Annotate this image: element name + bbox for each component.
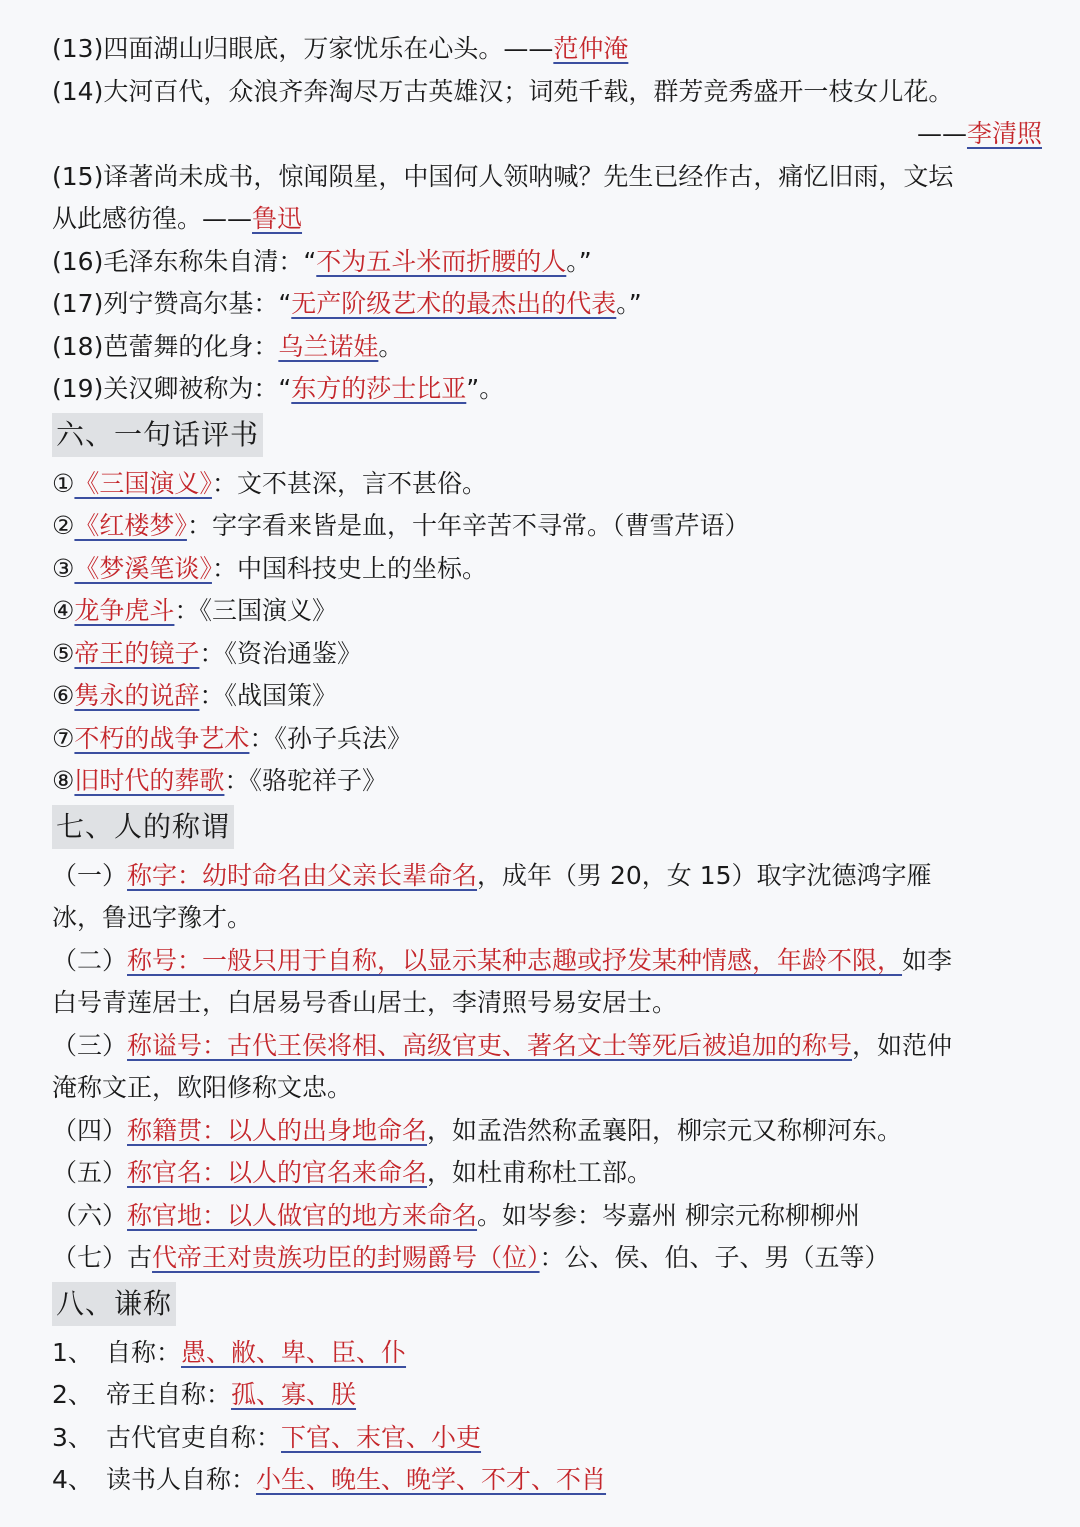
item-number: ③ [52,553,75,583]
item-text: 白号青莲居士，白居易号香山居士，李清照号易安居士。 [52,988,678,1017]
item-text: ：《资治通鉴》 [199,638,362,668]
review-item [52,760,1042,803]
quote-text: 列宁赞高尔基：“ [103,289,292,318]
item-number: （三） [52,1030,128,1060]
quote-text: 关汉卿被称为：“ [103,374,292,403]
address-item [52,940,1042,983]
humble-item [52,1332,1042,1375]
item-number: ⑧ [52,766,75,795]
item-number: （一） [52,860,128,890]
item-number: （四） [52,1115,128,1145]
address-item [52,1237,1042,1280]
quote-answer: 不为五斗米而折腰的人 [316,246,567,276]
item-text: ：《战国策》 [199,681,337,710]
quote-text: 大河百代，众浪齐奔淘尽万古英雄汉；词苑千载，群芳竞秀盛开一枝女儿花。 [103,76,954,106]
item-text: ，如杜甫称杜工部。 [427,1158,653,1187]
item-text: ，如孟浩然称孟襄阳，柳宗元又称柳河东。 [427,1115,903,1145]
review-item [52,718,1042,761]
item-answer: 称字：幼时命名由父亲长辈命名 [127,860,478,890]
item-number: （二） [52,945,128,975]
item-number: ⑦ [52,723,75,753]
section-heading: 六、一句话评书 [52,413,263,457]
quote-14-author [52,113,1042,156]
item-answer: 《梦溪笔谈》 [74,553,212,583]
quote-15 [52,156,1042,199]
review-item [52,505,1042,548]
quotes-list [52,0,1042,411]
quote-number: (19) [52,374,104,403]
item-text: 古 [127,1243,153,1272]
item-number: ② [52,511,75,540]
section-heading: 七、人的称谓 [52,805,234,849]
item-answer: 下官、末官、小吏 [281,1422,482,1452]
quote-text: 毛泽东称朱自清：“ [103,246,317,276]
item-number: ④ [52,596,75,625]
quote-number: (15) [52,161,104,191]
item-answer: 称号：一般只用于自称，以显示某种志趣或抒发某种情感，年龄不限， [127,945,903,975]
quote-text: 从此感彷徨。—— [52,204,253,233]
item-text: ，成年（男 20，女 15）取字沈德鸿字雁 [477,860,932,890]
item-label: 读书人自称： [106,1465,257,1494]
quote-number: (17) [52,289,104,318]
item-answer: 不朽的战争艺术 [74,723,250,753]
quote-text-end: 。” [616,289,642,318]
item-number: （七） [52,1243,128,1272]
item-number: 1、 [52,1337,93,1367]
quote-13 [52,28,1042,71]
item-answer: 隽永的说辞 [74,681,200,710]
address-item-cont [52,982,1042,1025]
quote-number: (16) [52,246,104,276]
humble-item [52,1417,1042,1460]
item-answer: 称官名：以人的官名来命名 [127,1158,428,1187]
address-item-cont [52,1067,1042,1110]
quote-text-end: 。” [566,246,592,276]
quote-answer: 李清照 [966,119,1042,148]
review-item [52,590,1042,633]
quote-19 [52,368,1042,411]
item-number: ⑤ [52,638,75,668]
item-text: 淹称文正，欧阳修称文忠。 [52,1073,353,1102]
item-answer: 称谥号：古代王侯将相、高级官吏、著名文士等死后被追加的称号 [127,1030,853,1060]
item-answer: 旧时代的葬歌 [74,766,225,795]
item-answer: 龙争虎斗 [74,596,175,625]
item-text: ：《三国演义》 [174,596,337,625]
quote-number: (14) [52,76,104,106]
quote-14 [52,71,1042,114]
item-text: ，如范仲 [852,1030,953,1060]
quote-text-end: 。 [378,331,404,361]
quote-18 [52,326,1042,369]
address-item [52,1195,1042,1238]
address-item [52,855,1042,898]
quote-dash: —— [916,119,967,148]
section-book-reviews [52,411,1042,803]
review-item [52,633,1042,676]
item-answer: 《红楼梦》 [74,511,187,540]
review-item [52,463,1042,506]
item-number: ⑥ [52,681,75,710]
quote-answer: 鲁迅 [252,204,303,233]
review-item [52,548,1042,591]
quote-answer: 无产阶级艺术的最杰出的代表 [291,289,617,318]
quote-text: 四面湖山归眼底，万家忧乐在心头。—— [103,34,554,63]
item-number: （六） [52,1200,128,1230]
section-humble-terms [52,1280,1042,1502]
item-text: ：中国科技史上的坐标。 [211,553,487,583]
quote-15-cont [52,198,1042,241]
item-text: 冰，鲁迅字豫才。 [52,903,253,932]
item-answer: 愚、敝、卑、臣、仆 [181,1337,407,1367]
quote-text: 芭蕾舞的化身： [103,331,279,361]
item-number: （五） [52,1158,128,1187]
item-label: 古代官吏自称： [106,1422,282,1452]
item-answer: 帝王的镜子 [74,638,200,668]
humble-item [52,1459,1042,1502]
review-item [52,675,1042,718]
quote-text: 译著尚未成书，惊闻陨星，中国何人领呐喊？先生已经作古，痛忆旧雨，文坛 [103,161,954,191]
item-label: 自称： [106,1337,182,1367]
item-text: ：《孙子兵法》 [249,723,412,753]
item-number: ① [52,468,75,498]
quote-answer: 乌兰诺娃 [278,331,379,361]
item-answer: 《三国演义》 [74,468,212,498]
item-number: 4、 [52,1465,93,1494]
section-forms-of-address [52,803,1042,1280]
quote-answer: 范仲淹 [553,34,629,63]
item-number: 3、 [52,1422,93,1452]
address-item-cont [52,897,1042,940]
quote-17 [52,283,1042,326]
item-answer: 称籍贯：以人的出身地命名 [127,1115,428,1145]
humble-item [52,1374,1042,1417]
item-text: 如李 [902,945,953,975]
item-text: ：公、侯、伯、子、男（五等） [539,1243,890,1272]
item-text: ：《骆驼祥子》 [224,766,387,795]
quote-16 [52,241,1042,284]
quote-number: (13) [52,34,104,63]
item-text: 。如岑参：岑嘉州 柳宗元称柳柳州 [477,1200,860,1230]
quote-answer: 东方的莎士比亚 [291,374,467,403]
item-label: 帝王自称： [106,1380,232,1409]
section-heading: 八、谦称 [52,1282,176,1326]
quote-number: (18) [52,331,104,361]
item-answer: 称官地：以人做官的地方来命名 [127,1200,478,1230]
quote-text-end: ”。 [466,374,505,403]
item-answer: 代帝王对贵族功臣的封赐爵号（位） [152,1243,540,1272]
address-item [52,1025,1042,1068]
item-text: ：字字看来皆是血，十年辛苦不寻常。（曹雪芹语） [186,511,750,540]
item-text: ：文不甚深，言不甚俗。 [211,468,487,498]
item-number: 2、 [52,1380,93,1409]
item-answer: 小生、晚生、晚学、不才、不肖 [256,1465,607,1494]
address-item [52,1110,1042,1153]
item-answer: 孤、寡、朕 [231,1380,357,1409]
address-item [52,1152,1042,1195]
